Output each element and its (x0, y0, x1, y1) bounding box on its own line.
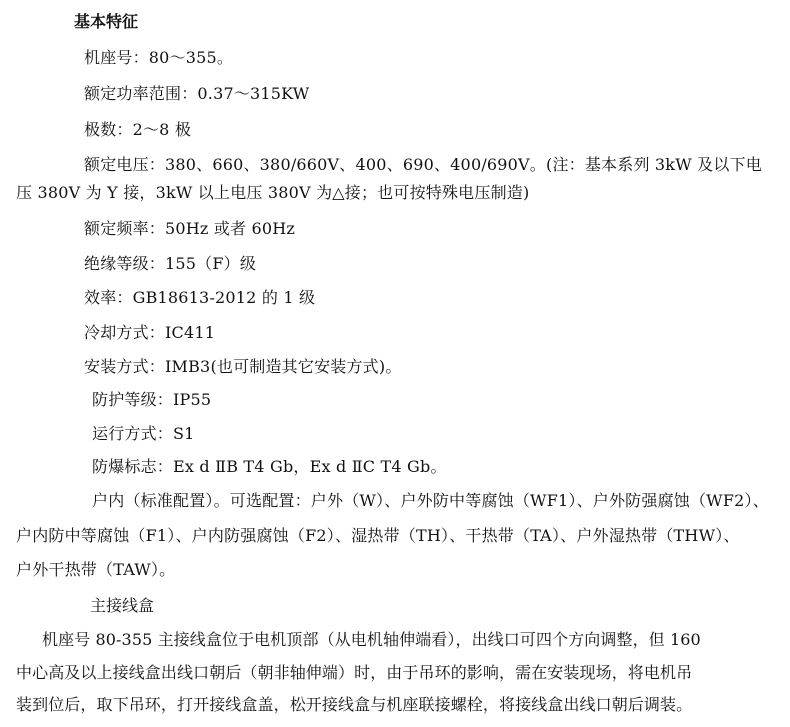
spec-rated-power: 额定功率范围：0.37～315KW (84, 84, 310, 103)
terminal-box-line-1: 机座号 80-355 主接线盒位于电机顶部（从电机轴伸端看），出线口可四个方向调整，但 160 (42, 630, 701, 649)
spec-rated-voltage-cont: 压 380V 为 Y 接，3kW 以上电压 380V 为△接；也可按特殊电压制造) (16, 183, 530, 202)
spec-insulation-class: 绝缘等级：155（F）级 (84, 254, 257, 273)
spec-poles: 极数：2～8 极 (84, 120, 192, 139)
section-title-terminal-box: 主接线盒 (90, 596, 155, 615)
config-line-3: 户外干热带（TAW）。 (16, 560, 176, 579)
spec-explosion-mark: 防爆标志：Ex d ⅡB T4 Gb，Ex d ⅡC T4 Gb。 (92, 457, 447, 476)
config-line-2: 户内防中等腐蚀（F1）、户内防强腐蚀（F2）、湿热带（TH）、干热带（TA）、户外湿热带（THW）、 (16, 526, 740, 545)
heading-basic-features: 基本特征 (74, 12, 139, 31)
spec-frame-size: 机座号：80～355。 (84, 48, 234, 67)
spec-mounting: 安装方式：IMB3(也可制造其它安装方式)。 (84, 357, 402, 376)
spec-cooling: 冷却方式：IC411 (84, 323, 216, 342)
spec-rated-voltage: 额定电压：380、660、380/660V、400、690、400/690V。(注：基本系列 3kW 及以下电 (84, 155, 762, 174)
config-line-1: 户内（标准配置）。可选配置：户外（W）、户外防中等腐蚀（WF1）、户外防强腐蚀（WF2）、 (92, 491, 769, 510)
spec-efficiency: 效率：GB18613-2012 的 1 级 (84, 288, 316, 307)
spec-rated-frequency: 额定频率：50Hz 或者 60Hz (84, 219, 296, 238)
spec-duty: 运行方式：S1 (92, 424, 195, 443)
spec-protection: 防护等级：IP55 (92, 390, 212, 409)
terminal-box-line-2: 中心高及以上接线盒出线口朝后（朝非轴伸端）时，由于吊环的影响，需在安装现场，将电机吊 (16, 663, 693, 682)
terminal-box-line-3: 装到位后，取下吊环，打开接线盒盖，松开接线盒与机座联接螺栓，将接线盒出线口朝后调装。 (16, 695, 693, 714)
